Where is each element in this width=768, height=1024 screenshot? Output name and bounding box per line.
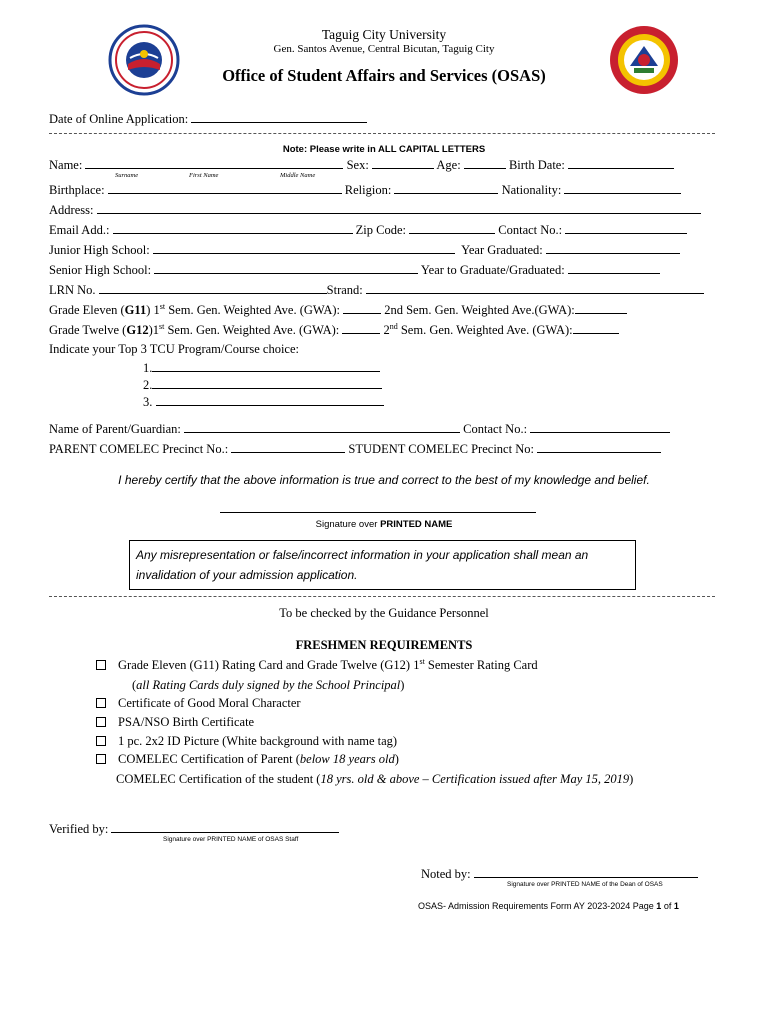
footer-total: 1 xyxy=(673,901,679,911)
firstname-sublabel: First Name xyxy=(189,172,219,179)
email-row xyxy=(49,222,687,238)
parent-label: Name of Parent/Guardian: xyxy=(49,422,181,436)
religion-field[interactable] xyxy=(394,182,498,194)
req6-text-a: COMELEC Certification of the student ( xyxy=(116,772,321,786)
year-to-graduate-field[interactable] xyxy=(568,262,660,274)
email-label: Email Add.: xyxy=(49,223,110,237)
year-graduated-label: Year Graduated: xyxy=(461,243,543,257)
birthplace-label: Birthplace: xyxy=(49,183,105,197)
lrn-row xyxy=(49,282,704,298)
noted-sublabel: Signature over PRINTED NAME of the Dean of OSAS xyxy=(507,881,663,888)
student-precinct-field[interactable] xyxy=(537,441,661,453)
g12-sup2: nd xyxy=(389,322,398,331)
choice-3-field[interactable] xyxy=(156,394,384,406)
signature-label xyxy=(0,519,768,530)
req-rating-card-checkbox[interactable] xyxy=(96,660,106,670)
shs-row xyxy=(49,262,660,278)
req-comelec-student: COMELEC Certification of the student (18 yrs. old & above – Certification issued after May 15, 2019) xyxy=(116,772,634,786)
req-comelec-parent: COMELEC Certification of Parent (below 18 years old) xyxy=(96,752,399,767)
req-comelec-parent-checkbox[interactable] xyxy=(96,754,106,764)
noted-row xyxy=(421,866,698,882)
parent-contact-label: Contact No.: xyxy=(463,422,528,436)
freshmen-requirements-title: FRESHMEN REQUIREMENTS xyxy=(295,638,473,652)
divider-top xyxy=(49,133,715,134)
nationality-field[interactable] xyxy=(564,182,681,194)
g11-label-e: 2nd Sem. Gen. Weighted Ave.(GWA): xyxy=(384,303,575,318)
address-field[interactable] xyxy=(97,202,701,214)
jhs-field[interactable] xyxy=(153,242,455,254)
req-id-picture xyxy=(96,734,397,749)
parent-contact-field[interactable] xyxy=(530,421,670,433)
parent-precinct-label: PARENT COMELEC Precinct No.: xyxy=(49,442,229,456)
precinct-row xyxy=(49,441,661,457)
req5-text-a: COMELEC Certification of Parent ( xyxy=(118,752,300,766)
req-good-moral-checkbox[interactable] xyxy=(96,698,106,708)
office-title: Office of Student Affairs and Services (OSAS) xyxy=(222,66,546,85)
university-name: Taguig City University xyxy=(321,27,447,42)
footer-page-info xyxy=(418,901,679,911)
jhs-label: Junior High School: xyxy=(49,243,150,257)
g11-second-sem-gwa-field[interactable] xyxy=(575,302,627,314)
zip-label: Zip Code: xyxy=(355,223,407,237)
g11-row xyxy=(49,302,627,318)
email-field[interactable] xyxy=(113,222,353,234)
shs-field[interactable] xyxy=(154,262,418,274)
g12-label-a: Grade Twelve ( xyxy=(49,323,127,338)
choice-3-number: 3. xyxy=(143,395,153,409)
verified-signature-field[interactable] xyxy=(111,821,339,833)
g12-row xyxy=(49,322,619,338)
req5-text-b: below 18 years old xyxy=(299,752,395,766)
req1-text-b: Semester Rating Card xyxy=(424,658,538,673)
req4-text: 1 pc. 2x2 ID Picture (White background with name tag) xyxy=(118,734,398,748)
req-rating-card xyxy=(96,657,538,673)
nationality-label: Nationality: xyxy=(501,183,562,197)
req-id-picture-checkbox[interactable] xyxy=(96,736,106,746)
signature-line[interactable] xyxy=(220,512,536,513)
g12-label-b: G12 xyxy=(126,323,149,338)
strand-field[interactable] xyxy=(366,282,704,294)
religion-label: Religion: xyxy=(344,183,392,197)
surname-sublabel: Surname xyxy=(115,172,139,179)
date-row xyxy=(49,111,367,127)
signature-label-b: PRINTED NAME xyxy=(380,519,453,530)
choice-2-field[interactable] xyxy=(152,377,382,389)
misrepresentation-warning: Any misrepresentation or false/incorrect information in your application shall mean an invalidation of your admission application. xyxy=(129,540,636,590)
req-birth-certificate xyxy=(96,715,254,730)
year-graduated-field[interactable] xyxy=(546,242,680,254)
footer-text: OSAS- Admission Requirements Form AY 2023-2024 Page xyxy=(418,901,657,911)
sex-field[interactable] xyxy=(372,157,434,169)
g11-label-d: Sem. Gen. Weighted Ave. (GWA): xyxy=(165,303,340,318)
req6-text-b: 18 yrs. old & above – Certification issued after May 15, 2019 xyxy=(320,772,630,786)
contact-field[interactable] xyxy=(565,222,687,234)
course-choice-1 xyxy=(143,360,380,376)
jhs-row xyxy=(49,242,680,258)
name-row xyxy=(49,157,674,173)
course-choice-label: Indicate your Top 3 TCU Program/Course choice: xyxy=(49,342,299,356)
university-address: Gen. Santos Avenue, Central Bicutan, Taguig City xyxy=(273,43,495,55)
strand-label: Strand: xyxy=(326,283,363,297)
middlename-sublabel: Middle Name xyxy=(280,172,316,179)
choice-1-field[interactable] xyxy=(152,360,380,372)
student-precinct-label: STUDENT COMELEC Precinct No: xyxy=(348,442,534,456)
zip-field[interactable] xyxy=(409,222,495,234)
verified-label: Verified by: xyxy=(49,822,109,836)
g12-first-sem-gwa-field[interactable] xyxy=(342,322,380,334)
contact-label: Contact No.: xyxy=(498,223,563,237)
birthdate-label: Birth Date: xyxy=(508,158,565,172)
birthplace-row xyxy=(49,182,681,198)
req1-sup: st xyxy=(419,657,425,666)
g11-first-sem-gwa-field[interactable] xyxy=(343,302,381,314)
certification-statement: I hereby certify that the above information is true and correct to the best of my knowledge and belief. xyxy=(118,473,650,487)
address-row xyxy=(49,202,701,218)
parent-row xyxy=(49,421,670,437)
guidance-heading: To be checked by the Guidance Personnel xyxy=(279,606,489,620)
name-field[interactable] xyxy=(85,157,343,169)
lrn-label: LRN No. xyxy=(49,283,96,297)
caps-note: Note: Please write in ALL CAPITAL LETTERS xyxy=(282,144,486,155)
req1-note-text: all Rating Cards duly signed by the School Principal xyxy=(136,678,401,692)
g12-label-f: Sem. Gen. Weighted Ave. (GWA): xyxy=(397,323,573,338)
choice-1-number: 1. xyxy=(143,361,153,375)
req-good-moral xyxy=(96,696,301,711)
divider-bottom xyxy=(49,596,715,597)
g11-label-b: G11 xyxy=(124,303,147,318)
birthdate-field[interactable] xyxy=(568,157,674,169)
parent-field[interactable] xyxy=(184,421,460,433)
g12-label-c: )1 xyxy=(148,323,159,338)
birthplace-field[interactable] xyxy=(108,182,342,194)
req1-text-a: Grade Eleven (G11) Rating Card and Grade Twelve (G12) 1 xyxy=(118,658,420,673)
course-choice-2 xyxy=(143,377,382,393)
g11-label-a: Grade Eleven ( xyxy=(49,303,125,318)
g12-sup: st xyxy=(159,322,165,331)
req-birth-certificate-checkbox[interactable] xyxy=(96,717,106,727)
sex-label: Sex: xyxy=(346,158,369,172)
age-label: Age: xyxy=(436,158,461,172)
verified-sublabel: Signature over PRINTED NAME of OSAS Staff xyxy=(163,836,299,843)
parent-precinct-field[interactable] xyxy=(231,441,345,453)
age-field[interactable] xyxy=(464,157,506,169)
g11-sup: st xyxy=(159,302,166,311)
g11-label-c: ) 1 xyxy=(146,303,160,318)
noted-label: Noted by: xyxy=(421,867,471,881)
g12-label-e: 2 xyxy=(383,323,390,338)
lrn-field[interactable] xyxy=(99,282,327,294)
address-label: Address: xyxy=(49,203,94,217)
year-to-graduate-label: Year to Graduate/Graduated: xyxy=(420,263,565,277)
date-field[interactable] xyxy=(191,111,367,123)
shs-label: Senior High School: xyxy=(49,263,152,277)
g12-label-d: Sem. Gen. Weighted Ave. (GWA): xyxy=(164,323,340,338)
verified-row xyxy=(49,821,339,837)
footer-page: 1 xyxy=(656,901,662,911)
choice-2-number: 2. xyxy=(143,378,153,392)
noted-signature-field[interactable] xyxy=(474,866,698,878)
req-rating-card-note: (all Rating Cards duly signed by the School Principal) xyxy=(132,678,405,692)
signature-label-a: Signature over xyxy=(315,519,381,530)
g12-second-sem-gwa-field[interactable] xyxy=(573,322,619,334)
footer-of: of xyxy=(661,901,674,911)
date-label: Date of Online Application: xyxy=(49,112,189,126)
req3-text: PSA/NSO Birth Certificate xyxy=(118,715,255,729)
course-choice-3 xyxy=(143,394,384,410)
req2-text: Certificate of Good Moral Character xyxy=(118,696,301,710)
name-label: Name: xyxy=(49,158,83,172)
